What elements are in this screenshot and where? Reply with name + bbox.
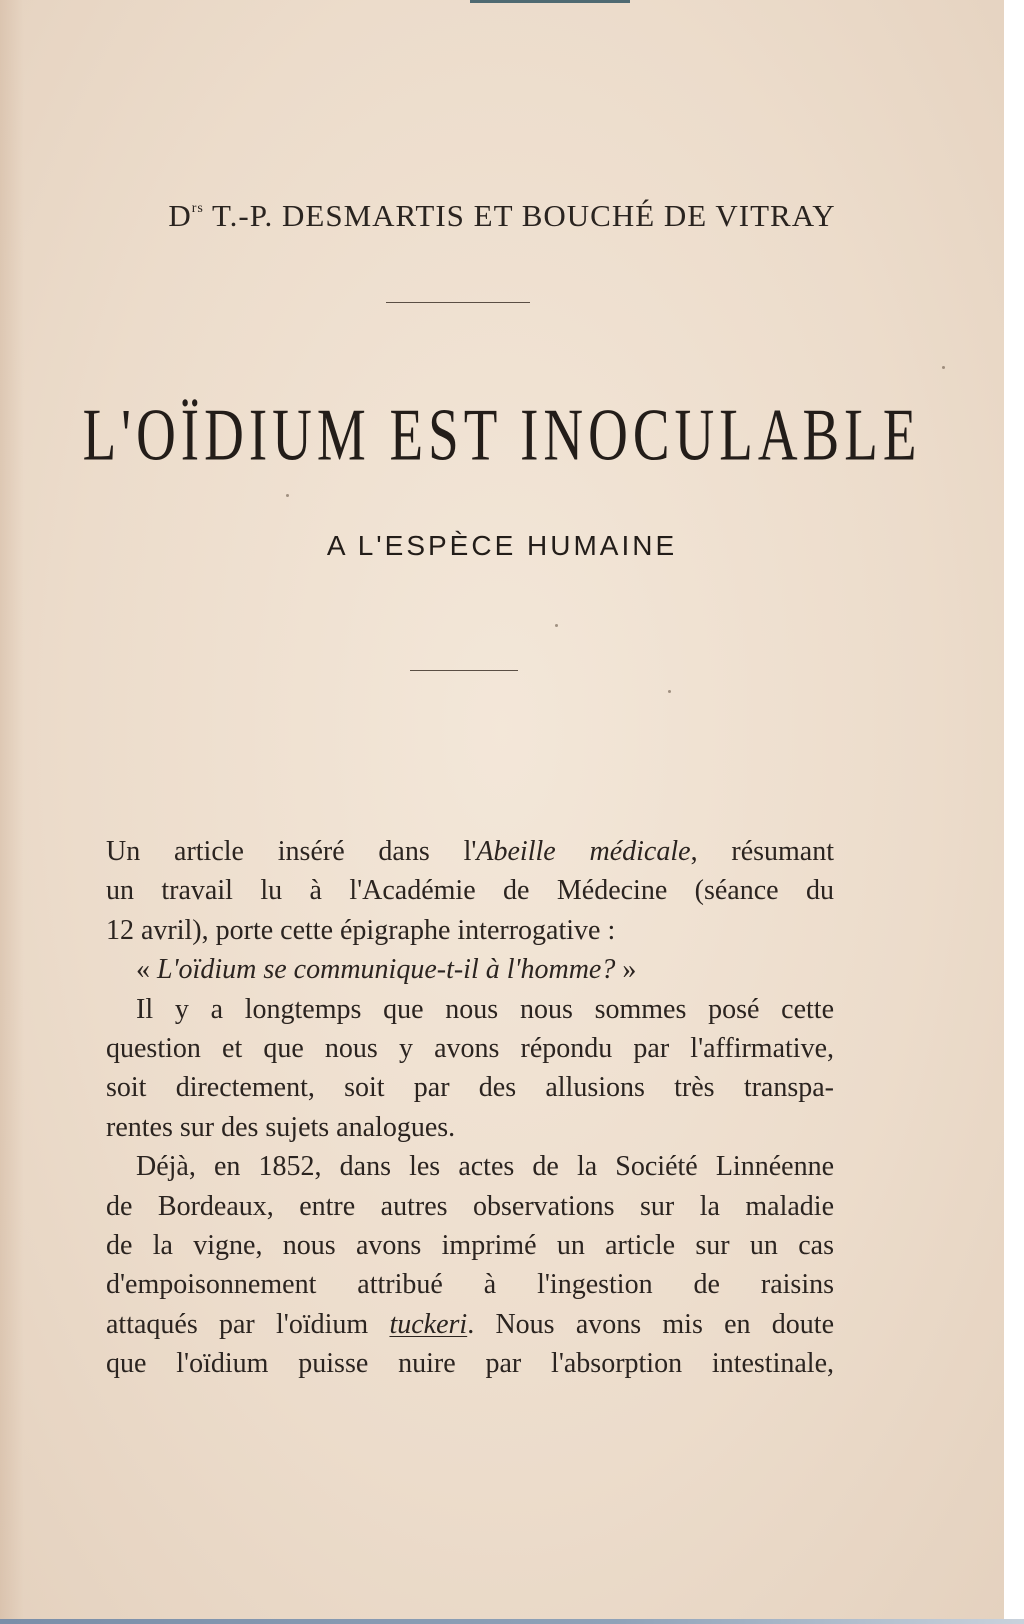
text-line: que l'oïdium puisse nuire par l'absorption intestinale, bbox=[106, 1348, 834, 1380]
species-name: tuckeri bbox=[389, 1308, 468, 1340]
text-line: de Bordeaux, entre autres observations sur la maladie bbox=[106, 1190, 834, 1222]
text-line: un travail lu à l'Académie de Médecine (séance du bbox=[106, 875, 834, 907]
running-head-sup: rs bbox=[191, 201, 204, 216]
scan-bottom-edge bbox=[0, 1619, 1024, 1624]
body-text bbox=[106, 832, 834, 1384]
text-line: Un article inséré dans l'Abeille médicale, résumant bbox=[106, 836, 835, 867]
running-head bbox=[0, 198, 1004, 234]
text-line: d'empoisonnement attribué à l'ingestion de raisins bbox=[106, 1269, 834, 1301]
journal-name: Abeille médicale bbox=[476, 836, 691, 867]
text-line: Il y a longtemps que nous nous sommes posé cette bbox=[136, 993, 834, 1025]
divider-rule-top bbox=[386, 302, 530, 303]
paper-speck bbox=[555, 624, 558, 627]
paper-speck bbox=[942, 366, 945, 369]
paper-speck bbox=[286, 494, 289, 497]
running-head-authors: T.-P. DESMARTIS ET BOUCHÉ DE VITRAY bbox=[203, 198, 836, 233]
text-line: attaqués par l'oïdium tuckeri. Nous avons mis en doute bbox=[106, 1308, 835, 1340]
article-subtitle: A L'ESPÈCE HUMAINE bbox=[326, 530, 678, 561]
text-line: de la vigne, nous avons imprimé un article sur un cas bbox=[106, 1230, 834, 1262]
text-line: rentes sur des sujets analogues. bbox=[106, 1111, 456, 1143]
page-top-edge bbox=[470, 0, 630, 3]
article-title: L'OÏDIUM EST INOCULABLE bbox=[82, 393, 922, 476]
running-head-abbr: D bbox=[168, 198, 192, 233]
text-line: soit directement, soit par des allusions très transpa- bbox=[106, 1072, 834, 1104]
text-line: 12 avril), porte cette épigraphe interrogative : bbox=[106, 914, 616, 946]
epigraph: L'oïdium se communique-t-il à l'homme? bbox=[157, 954, 616, 986]
text-line: question et que nous y avons répondu par l'affirmative, bbox=[106, 1033, 834, 1065]
text-line: Déjà, en 1852, dans les actes de la Société Linnéenne bbox=[136, 1151, 834, 1183]
paper-speck bbox=[668, 690, 671, 693]
divider-rule-bottom bbox=[410, 670, 518, 671]
epigraph-line: « L'oïdium se communique-t-il à l'homme? » bbox=[136, 954, 637, 986]
